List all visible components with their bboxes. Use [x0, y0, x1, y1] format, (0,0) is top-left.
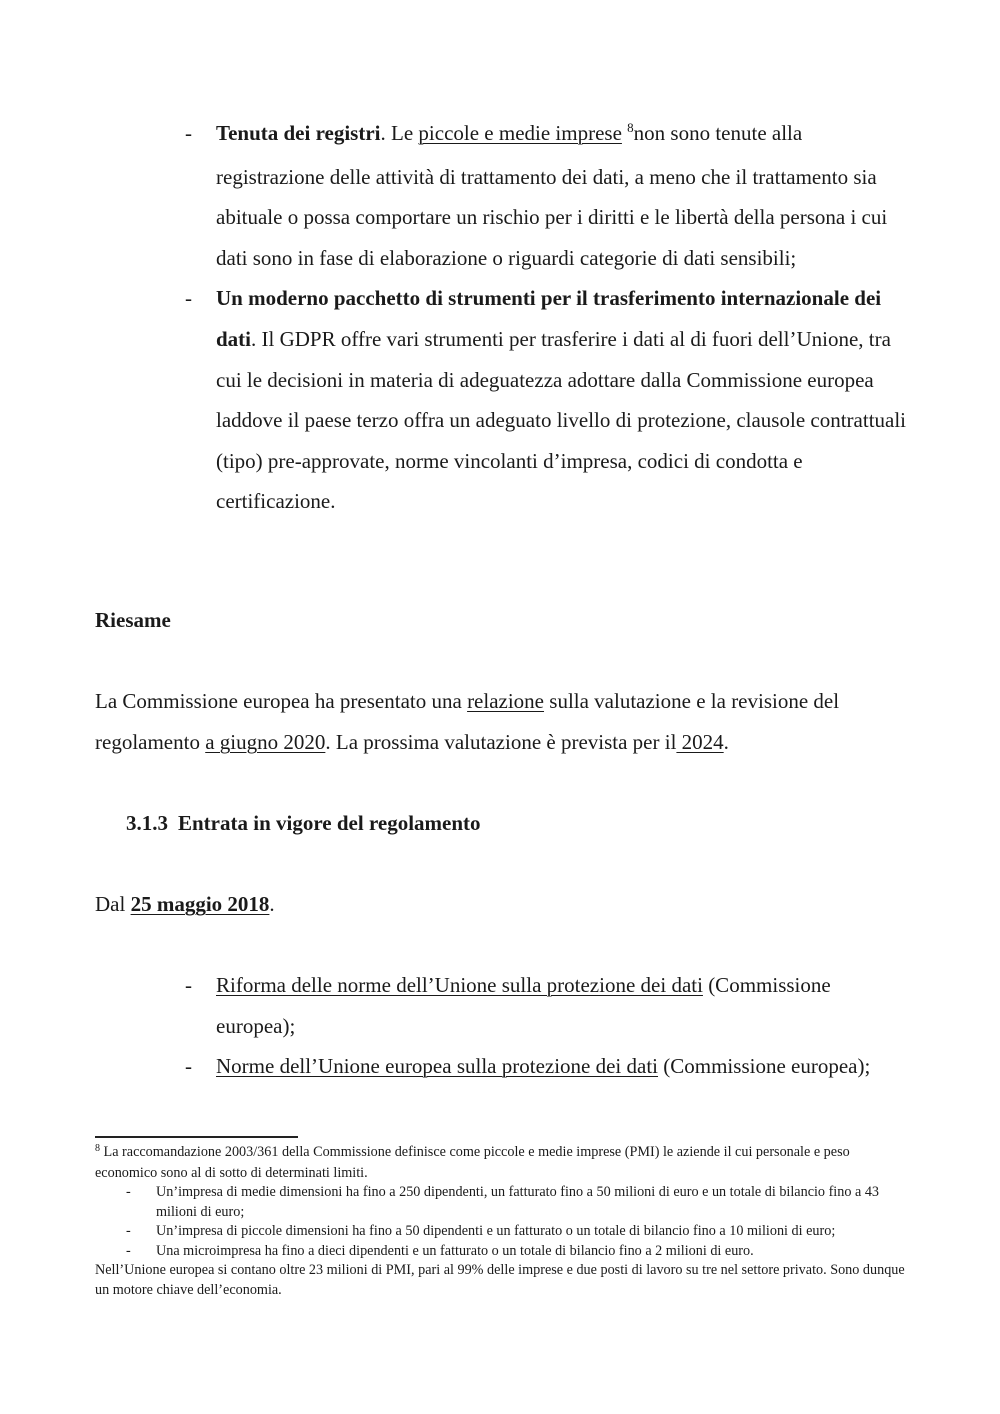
para-text: sulla valutazione e la revisione del regolamento [95, 689, 840, 754]
link-reform-eu-rules[interactable]: Riforma delle norme dell’Unione sulla protezione dei dati [216, 973, 703, 997]
list-dash: - [126, 1184, 131, 1200]
footnote-item-text: Un’impresa di medie dimensioni ha fino a 250 dipendenti, un fatturato fino a 50 milioni di euro e un totale di bilancio fino a 43 milioni di euro; [156, 1184, 880, 1220]
list-dash: - [185, 286, 192, 311]
para-text: Dal [95, 892, 131, 916]
para-text: . La prossima valutazione è prevista per il [325, 729, 677, 754]
bullet-list-links [185, 965, 910, 1087]
footnote-list-item [95, 1242, 910, 1262]
link-entry-date[interactable]: 25 maggio 2018 [130, 892, 270, 916]
heading-riesame: Riesame [95, 608, 171, 632]
paragraph-review [95, 681, 910, 762]
item-bold-title: Un moderno pacchetto di strumenti per il trasferimento internazionale dei dati [216, 286, 882, 351]
footnote-list [95, 1183, 910, 1261]
list-item-link [185, 1046, 910, 1087]
link-2024[interactable]: 2024 [676, 729, 724, 754]
link-pmi[interactable]: piccole e medie imprese [418, 121, 622, 145]
section-title: Entrata in vigore del regolamento [178, 811, 481, 835]
list-item-international-transfer [185, 278, 910, 522]
item-bold-title: Tenuta dei registri [216, 121, 381, 145]
footnote-list-item [95, 1222, 910, 1242]
link-source: (Commissione europea); [216, 973, 831, 1038]
list-dash: - [126, 1223, 131, 1239]
footnote-item-text: Una microimpresa ha fino a dieci dipendenti e un fatturato o un totale di bilancio fino a 2 milioni di euro. [156, 1242, 754, 1259]
para-text: La Commissione europea ha presentato una [95, 689, 468, 713]
footnote-separator [95, 1136, 298, 1138]
list-dash: - [185, 121, 192, 145]
para-text: . [269, 892, 275, 916]
item-text: . Il GDPR offre vari strumenti per trasferire i dati al di fuori dell’Unione, tra cui le decisioni in materia di adeguatezza adottare dalla Commissione europea laddove il paese terzo offra un adeguato livello di protezione, clausole contrattuali (tipo) pre-approvate, norme vincolanti d’impresa, codici di condotta e certificazione. [216, 326, 907, 514]
paragraph-entry-date [95, 884, 910, 925]
link-eu-data-protection-rules[interactable]: Norme dell’Unione europea sulla protezione dei dati [216, 1054, 659, 1079]
footnote-text: La raccomandazione 2003/361 della Commissione definisce come piccole e medie imprese (PMI) le aziende il cui personale e peso economico sono al di sotto di determinati limiti. [95, 1144, 850, 1181]
list-item-link [185, 965, 910, 1046]
link-relazione[interactable]: relazione [467, 689, 545, 713]
item-text: . Le [380, 121, 419, 145]
link-june-2020[interactable]: a giugno 2020 [205, 729, 326, 754]
para-text: . [723, 729, 729, 754]
section-number: 3.1.3 [126, 811, 168, 835]
bullet-list-gdpr-features [185, 113, 910, 522]
list-dash: - [185, 973, 192, 997]
item-text: non sono tenute alla registrazione delle attività di trattamento dei dati, a meno che il trattamento sia abituale o possa comportare un rischio per i diritti e le libertà della persona i cui dati sono in fase di elaborazione o riguardi categorie di dati sensibili; [216, 121, 888, 270]
footnote-list-item [95, 1183, 910, 1222]
link-source: (Commissione europea); [658, 1054, 871, 1079]
footnote-number: 8 [95, 1143, 100, 1154]
footnote-closing: Nell’Unione europea si contano oltre 23 milioni di PMI, pari al 99% delle imprese e due posti di lavoro su tre nel settore privato. Sono dunque un motore chiave dell’economia. [95, 1262, 905, 1298]
footnote-8 [95, 1143, 910, 1300]
list-dash: - [126, 1242, 131, 1259]
list-dash: - [185, 1054, 192, 1079]
section-heading [126, 803, 481, 843]
footnote-item-text: Un’impresa di piccole dimensioni ha fino a 50 dipendenti e un fatturato o un totale di bilancio fino a 10 milioni di euro; [156, 1223, 836, 1239]
list-item-record-keeping [185, 113, 910, 278]
footnote-ref[interactable]: 8 [627, 120, 634, 135]
footnote-intro [95, 1143, 910, 1183]
